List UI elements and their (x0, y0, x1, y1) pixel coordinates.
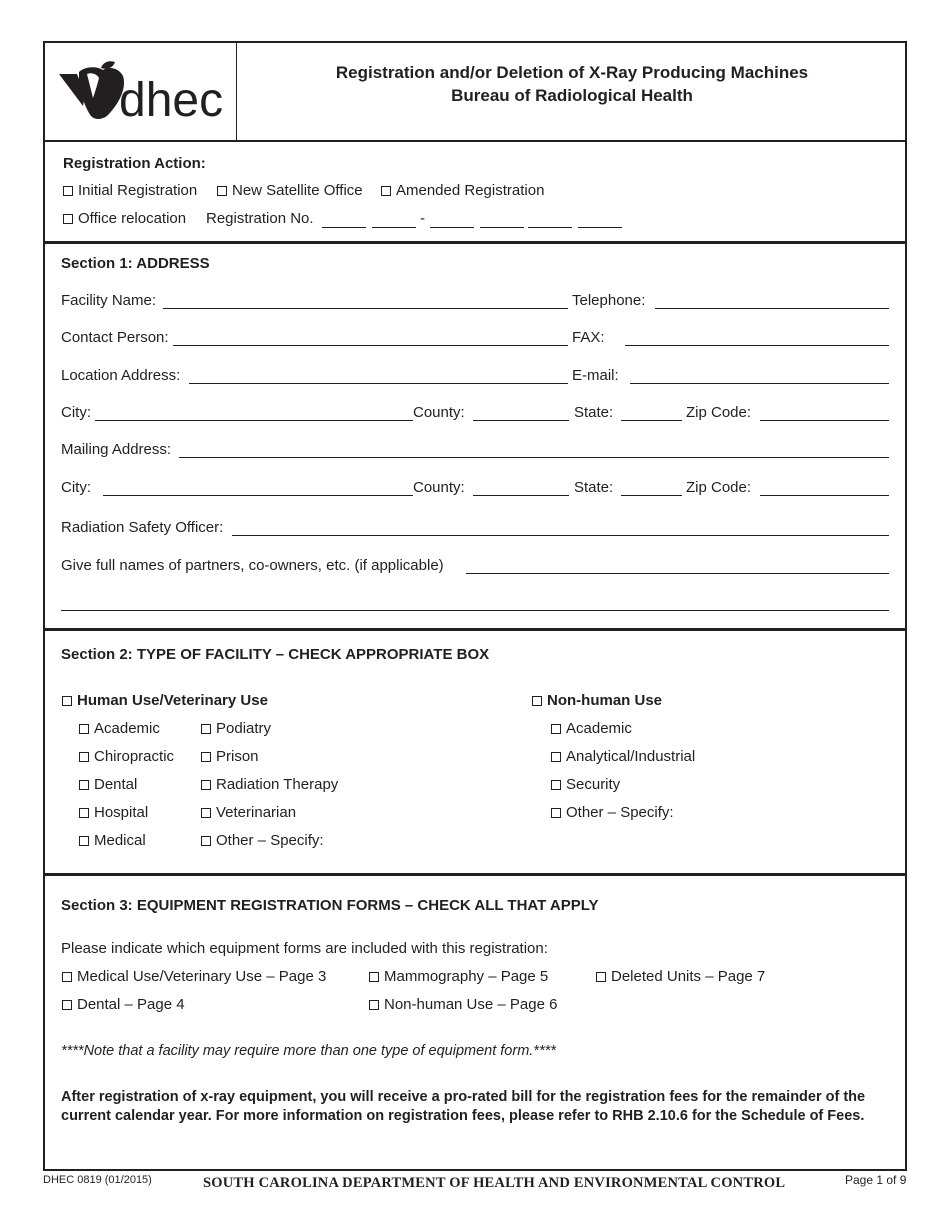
checkbox[interactable] (369, 972, 379, 982)
option-label: Academic (566, 720, 632, 737)
deleted-units-form-option[interactable] (596, 968, 765, 986)
page-number: Page 1 of 9 (845, 1173, 907, 1187)
checkbox[interactable] (79, 752, 89, 762)
human-chiropractic-option[interactable] (79, 748, 174, 766)
mailing-county-label: County: (413, 479, 465, 496)
option-label: Other – Specify: (216, 832, 324, 849)
option-label: Chiropractic (94, 748, 175, 765)
checkbox[interactable] (369, 1000, 379, 1010)
office-relocation-option[interactable] (63, 210, 186, 228)
state-field[interactable] (621, 420, 682, 421)
mailing-address-field[interactable] (179, 457, 889, 458)
checkbox[interactable] (217, 186, 227, 196)
telephone-label: Telephone: (572, 292, 646, 309)
human-academic-option[interactable] (79, 720, 160, 738)
option-label: Veterinarian (216, 804, 297, 821)
department-name: SOUTH CAROLINA DEPARTMENT OF HEALTH AND ENVIRONMENTAL CONTROL (203, 1175, 786, 1191)
logo-cell-divider (236, 41, 237, 141)
county-label: County: (413, 404, 465, 421)
checkbox[interactable] (79, 808, 89, 818)
rso-field[interactable] (232, 535, 889, 536)
nonhuman-security-option[interactable] (551, 776, 620, 794)
reg-no-field-4[interactable] (480, 227, 524, 228)
option-label: Non-human Use – Page 6 (384, 996, 558, 1013)
checkbox[interactable] (596, 972, 606, 982)
checkbox[interactable] (201, 752, 211, 762)
option-label: Security (566, 776, 621, 793)
section3-heading: Section 3: EQUIPMENT REGISTRATION FORMS – CHECK ALL THAT APPLY (61, 897, 599, 914)
mailing-county-field[interactable] (473, 495, 569, 496)
option-label: Radiation Therapy (216, 776, 339, 793)
mailing-zip-field[interactable] (760, 495, 889, 496)
human-radiation-therapy-option[interactable] (201, 776, 338, 794)
registration-divider (43, 241, 907, 244)
email-label: E-mail: (572, 367, 619, 384)
mailing-state-label: State: (574, 479, 614, 496)
section2-divider (43, 873, 907, 876)
option-label: Medical Use/Veterinary Use – Page 3 (77, 968, 327, 985)
contact-person-label: Contact Person: (61, 329, 169, 346)
option-label: Deleted Units – Page 7 (611, 968, 766, 985)
checkbox[interactable] (551, 724, 561, 734)
logo-wordmark: dhec (119, 74, 224, 124)
option-label: Other – Specify: (566, 804, 674, 821)
nonhuman-use-option[interactable] (532, 692, 662, 710)
option-label: Dental (94, 776, 138, 793)
mailing-city-label: City: (61, 479, 91, 496)
human-other-option[interactable] (201, 832, 324, 850)
contact-person-field[interactable] (173, 345, 568, 346)
section2-heading: Section 2: TYPE OF FACILITY – CHECK APPROPRIATE BOX (61, 646, 490, 663)
option-label: Podiatry (216, 720, 272, 737)
checkbox[interactable] (532, 696, 542, 706)
partners-field-line2[interactable] (61, 610, 889, 611)
option-label: Prison (216, 748, 259, 765)
mammography-form-option[interactable] (369, 968, 548, 986)
checkbox[interactable] (79, 780, 89, 790)
option-label: Initial Registration (78, 182, 198, 199)
mailing-address-label: Mailing Address: (61, 441, 172, 458)
option-label: Amended Registration (396, 182, 545, 199)
reg-no-dash: - (420, 210, 425, 227)
medical-use-form-option[interactable] (62, 968, 326, 986)
human-dental-option[interactable] (79, 776, 137, 794)
checkbox[interactable] (201, 724, 211, 734)
option-label: Hospital (94, 804, 149, 821)
fax-label: FAX: (572, 329, 605, 346)
dental-form-option[interactable] (62, 996, 185, 1014)
checkbox[interactable] (201, 780, 211, 790)
checkbox[interactable] (62, 972, 72, 982)
reg-no-field-1[interactable] (322, 227, 366, 228)
email-field[interactable] (630, 383, 889, 384)
partners-label: Give full names of partners, co-owners, etc. (if applicable) (61, 557, 444, 574)
dhec-logo (57, 58, 227, 124)
reg-no-field-5[interactable] (528, 227, 572, 228)
section1-divider (43, 628, 905, 631)
checkbox[interactable] (79, 724, 89, 734)
option-label: Mammography – Page 5 (384, 968, 549, 985)
human-medical-option[interactable] (79, 832, 146, 850)
facility-name-label: Facility Name: (61, 292, 157, 309)
initial-registration-option[interactable] (63, 182, 197, 200)
header-divider (43, 140, 907, 142)
checkbox[interactable] (551, 752, 561, 762)
checkbox[interactable] (63, 214, 73, 224)
rso-label: Radiation Safety Officer: (61, 519, 224, 536)
location-address-label: Location Address: (61, 367, 181, 384)
mailing-state-field[interactable] (621, 495, 682, 496)
checkbox[interactable] (551, 808, 561, 818)
fax-field[interactable] (625, 345, 889, 346)
human-podiatry-option[interactable] (201, 720, 271, 738)
option-label: Non-human Use (547, 692, 663, 709)
zip-code-field[interactable] (760, 420, 889, 421)
county-field[interactable] (473, 420, 569, 421)
option-label: Dental – Page 4 (77, 996, 185, 1013)
nonhuman-analytical-option[interactable] (551, 748, 695, 766)
mailing-zip-label: Zip Code: (686, 479, 752, 496)
location-address-field[interactable] (189, 383, 568, 384)
bureau-title: Bureau of Radiological Health (451, 86, 693, 105)
city-field[interactable] (95, 420, 413, 421)
new-satellite-office-option[interactable] (217, 182, 363, 200)
section1-heading: Section 1: ADDRESS (61, 255, 210, 272)
checkbox[interactable] (201, 836, 211, 846)
registration-action-heading: Registration Action: (63, 155, 206, 172)
form-id: DHEC 0819 (01/2015) (43, 1174, 152, 1186)
nonhuman-form-option[interactable] (369, 996, 557, 1014)
state-label: State: (574, 404, 614, 421)
checkbox[interactable] (63, 186, 73, 196)
city-label: City: (61, 404, 91, 421)
option-label: Medical (94, 832, 146, 849)
registration-fee-notice: After registration of x-ray equipment, you will receive a pro-rated bill for the registration fees for the remainder of the current calendar year. For more information on registration fees, please refer to RHB 2.10.6 for the Schedule of Fees. (61, 1089, 866, 1124)
equipment-form-note: ****Note that a facility may require more than one type of equipment form.**** (61, 1043, 556, 1059)
checkbox[interactable] (62, 1000, 72, 1010)
checkbox[interactable] (201, 808, 211, 818)
human-prison-option[interactable] (201, 748, 259, 766)
option-label: New Satellite Office (232, 182, 363, 199)
option-label: Analytical/Industrial (566, 748, 696, 765)
reg-no-field-2[interactable] (372, 227, 416, 228)
telephone-field[interactable] (655, 308, 889, 309)
option-label: Academic (94, 720, 160, 737)
registration-number-label: Registration No. (206, 210, 314, 227)
amended-registration-option[interactable] (381, 182, 544, 200)
human-hospital-option[interactable] (79, 804, 148, 822)
partners-field[interactable] (466, 573, 889, 574)
checkbox[interactable] (381, 186, 391, 196)
checkbox[interactable] (62, 696, 72, 706)
nonhuman-other-option[interactable] (551, 804, 674, 822)
human-use-option[interactable] (62, 692, 268, 710)
checkbox[interactable] (79, 836, 89, 846)
option-label: Office relocation (78, 210, 187, 227)
human-veterinarian-option[interactable] (201, 804, 296, 822)
nonhuman-academic-option[interactable] (551, 720, 632, 738)
zip-code-label: Zip Code: (686, 404, 752, 421)
reg-no-field-3[interactable] (430, 227, 474, 228)
form-title: Registration and/or Deletion of X-Ray Producing Machines (335, 63, 809, 82)
section3-intro: Please indicate which equipment forms are included with this registration: (61, 940, 548, 957)
checkbox[interactable] (551, 780, 561, 790)
option-label: Human Use/Veterinary Use (77, 692, 268, 709)
facility-name-field[interactable] (163, 308, 568, 309)
reg-no-field-6[interactable] (578, 227, 622, 228)
mailing-city-field[interactable] (103, 495, 413, 496)
dhec-logo-mark (57, 58, 227, 124)
